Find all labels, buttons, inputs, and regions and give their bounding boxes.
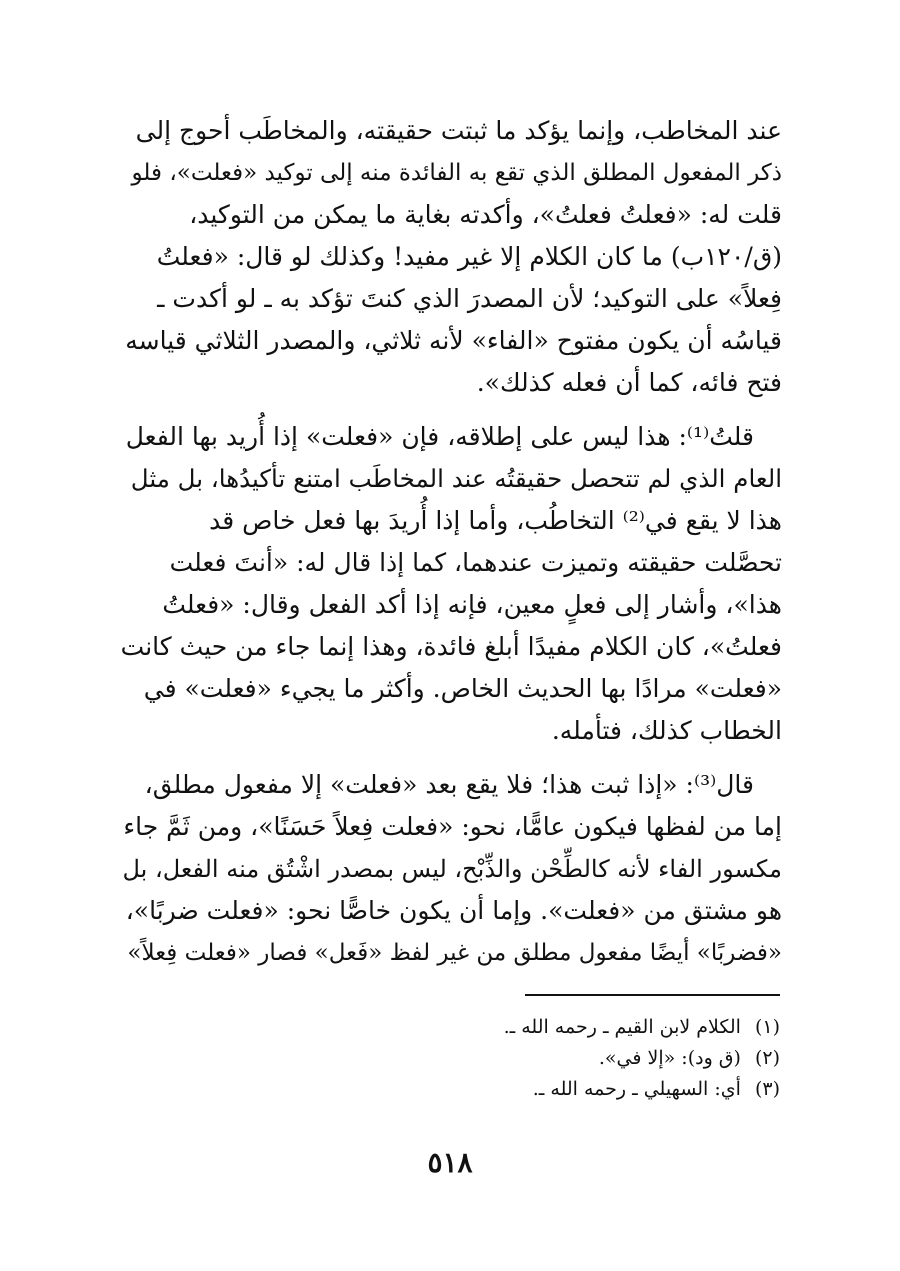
text-line: هذا لا يقع في⁽²⁾ التخاطُب، وأما إذا أُريدَ بها فعل خاص قد — [209, 506, 782, 535]
text-line: إما من لفظها فيكون عامًّا، نحو: «فعلت فِعلاً حَسَنًا»، ومن ثَمَّ جاء — [123, 812, 782, 841]
text-line: الخطاب كذلك، فتأمله. — [551, 716, 782, 745]
text-line: «فضربًا» أيضًا مفعول مطلق من غير لفظ «فَعل» فصار «فعلت فِعلاً» — [127, 940, 782, 966]
page-number: ٥١٨ — [427, 1146, 473, 1179]
text-line: عند المخاطب، وإنما يؤكد ما ثبتت حقيقته، والمخاطَب أحوج إلى — [135, 116, 782, 145]
text-line: تحصَّلت حقيقته وتميزت عندهما، كما إذا قال له: «أنتَ فعلت — [169, 548, 782, 577]
text-line: «فعلت» مرادًا بها الحديث الخاص. وأكثر ما يجيء «فعلت» في — [143, 674, 782, 703]
paragraph-3 — [118, 764, 782, 974]
footnote-2 — [300, 1043, 780, 1074]
footnote-number: (٢) — [754, 1047, 780, 1069]
footnote-3 — [300, 1074, 780, 1105]
footnote-text: أي: السهيلي ـ رحمه الله ـ. — [532, 1078, 741, 1100]
text-line: هو مشتق من «فعلت». وإما أن يكون خاصًّا نحو: «فعلت ضربًا»، — [125, 896, 782, 925]
footnotes — [300, 1012, 780, 1105]
text-line: فِعلاً» على التوكيد؛ لأن المصدرَ الذي كنتَ تؤكد به ـ لو أكدت ـ — [157, 284, 782, 313]
text-line: هذا»، وأشار إلى فعلٍ معين، فإنه إذا أكد الفعل وقال: «فعلتُ — [162, 590, 782, 619]
footnote-number: (١) — [754, 1016, 780, 1038]
footnote-separator — [525, 994, 780, 996]
footnote-number: (٣) — [754, 1078, 780, 1100]
main-text — [118, 110, 782, 986]
text-line: فعلتُ»، كان الكلام مفيدًا أبلغ فائدة، وهذا إنما جاء من حيث كانت — [120, 632, 782, 661]
text-line: قلت له: «فعلتُ فعلتُ»، وأكدته بغاية ما يمكن من التوكيد، — [189, 200, 782, 229]
text-line: ذكر المفعول المطلق الذي تقع به الفائدة منه إلى توكيد «فعلت»، فلو — [131, 160, 782, 186]
footnote-text: الكلام لابن القيم ـ رحمه الله ـ. — [503, 1016, 741, 1038]
text-line: قلتُ⁽¹⁾: هذا ليس على إطلاقه، فإن «فعلت» إذا أُريد بها الفعل — [125, 422, 754, 451]
footnote-text: (ق ود): «إلا في». — [598, 1047, 741, 1069]
text-line: قياسُه أن يكون مفتوح «الفاء» لأنه ثلاثي، والمصدر الثلاثي قياسه — [125, 326, 782, 355]
text-line: (ق/١٢٠ب) ما كان الكلام إلا غير مفيد! وكذلك لو قال: «فعلتُ — [156, 242, 782, 271]
paragraph-1 — [118, 110, 782, 404]
paragraph-2 — [118, 416, 782, 752]
text-line: العام الذي لم تتحصل حقيقتُه عند المخاطَب امتنع تأكيدُها، بل مثل — [130, 464, 782, 493]
text-line: مكسور الفاء لأنه كالطِّحْن والذِّبْح، ليس بمصدر اشْتُق منه الفعل، بل — [122, 855, 782, 883]
footnote-1 — [300, 1012, 780, 1043]
text-line: فتح فائه، كما أن فعله كذلك». — [476, 368, 782, 397]
text-line: قال⁽³⁾: «إذا ثبت هذا؛ فلا يقع بعد «فعلت» إلا مفعول مطلق، — [144, 770, 754, 799]
